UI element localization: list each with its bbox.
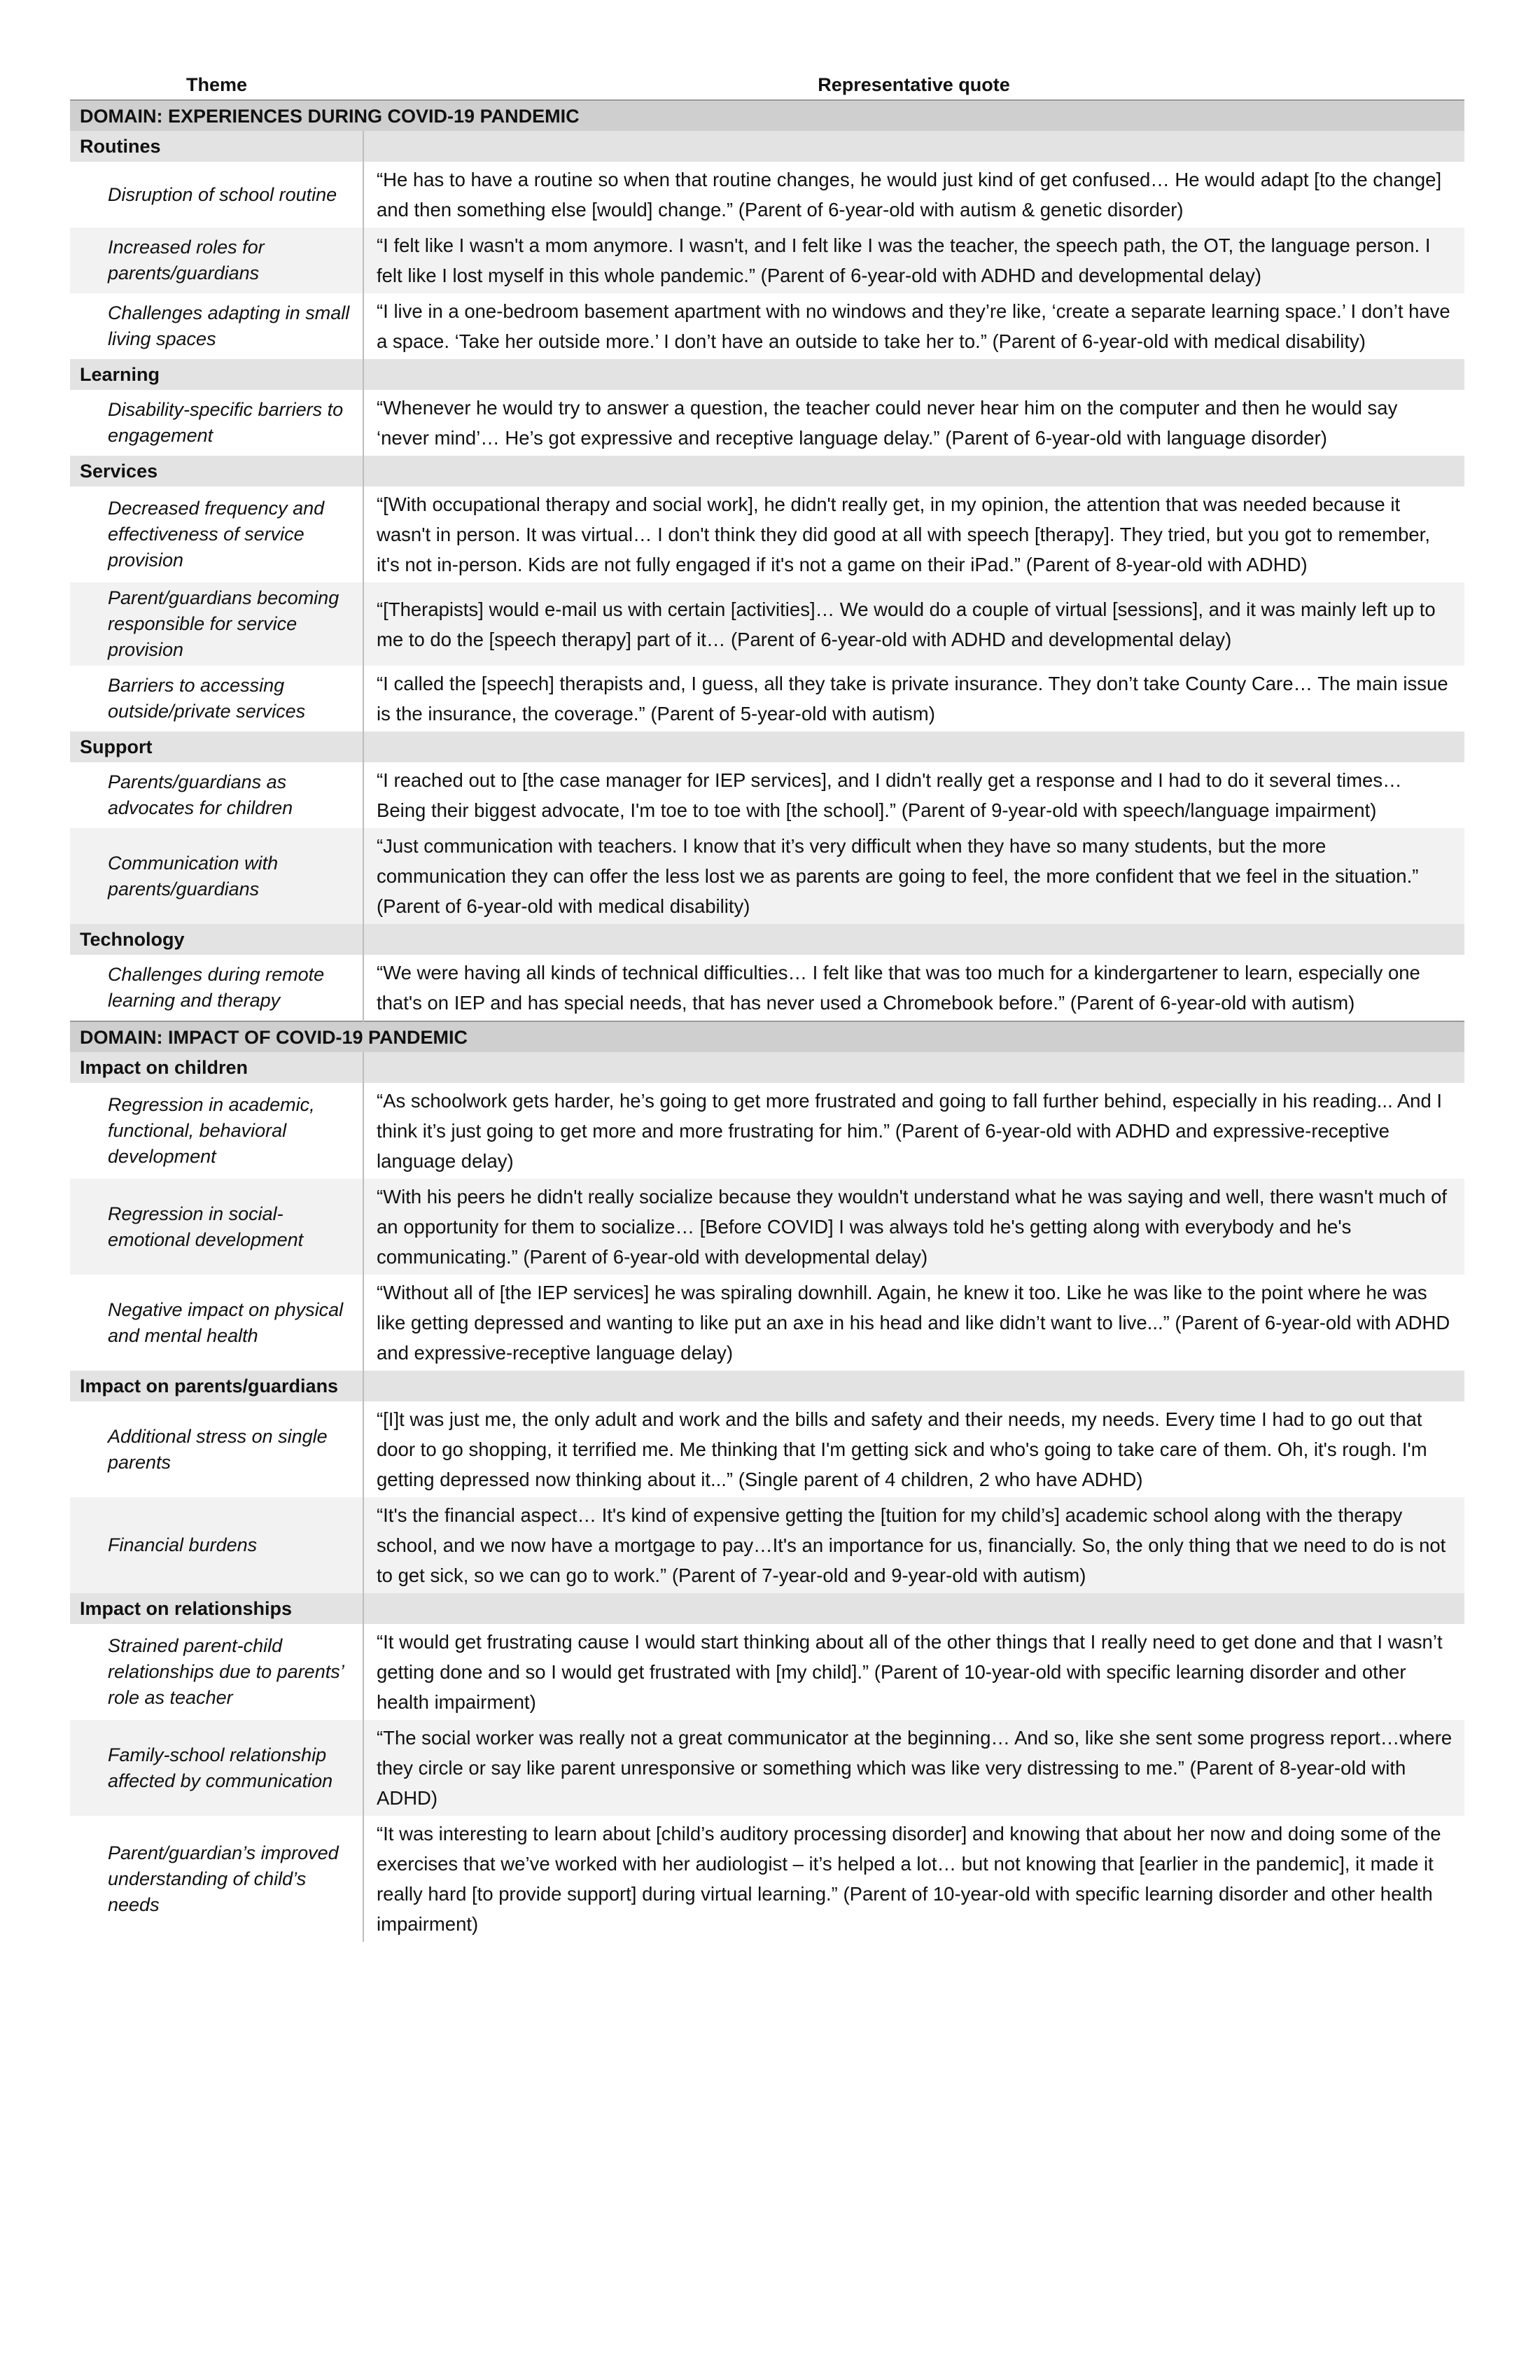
- subtheme-cell: Communication with parents/guardians: [70, 828, 363, 924]
- quote-cell: “With his peers he didn't really socialize because they wouldn't understand what he was saying and well, there wasn't much of an opportunity for them to socialize… [Before COVID] I was always told he's getting along with everybody and he's communicating.” (Parent of 6-year-old with developmental delay): [363, 1179, 1464, 1275]
- table-row: [70, 227, 1464, 293]
- quote-cell: “[I]t was just me, the only adult and work and the bills and safety and their needs, my needs. Every time I had to go out that door to go shopping, it terrified me. Me thinking that I'm getting sick and who's going to take care of them. Oh, it's rough. I'm getting depressed now thinking about it...” (Single parent of 4 children, 2 who have ADHD): [363, 1401, 1464, 1497]
- domain-title: DOMAIN: IMPACT OF COVID-19 PANDEMIC: [70, 1021, 1464, 1052]
- group-title: Learning: [70, 359, 363, 390]
- table-row: [70, 582, 1464, 666]
- table-row: [70, 828, 1464, 924]
- table-row: [70, 1401, 1464, 1497]
- group-title: Routines: [70, 131, 363, 162]
- quote-cell: “Just communication with teachers. I know that it’s very difficult when they have so many students, but the more communication they can offer the less lost we as parents are going to feel, the more confident that we feel in the situation.” (Parent of 6-year-old with medical disability): [363, 828, 1464, 924]
- table-body: [70, 100, 1464, 1942]
- table-row: [70, 293, 1464, 359]
- subtheme-cell: Increased roles for parents/guardians: [70, 227, 363, 293]
- group-row: [70, 1371, 1464, 1401]
- quote-cell: “I called the [speech] therapists and, I guess, all they take is private insurance. They don’t take County Care… The main issue is the insurance, the coverage.” (Parent of 5-year-old with autism): [363, 666, 1464, 732]
- table-row: [70, 1083, 1464, 1179]
- themes-table: [70, 70, 1464, 1942]
- table-row: [70, 762, 1464, 828]
- group-row-spacer: [363, 359, 1464, 390]
- quote-cell: “I live in a one-bedroom basement apartment with no windows and they’re like, ‘create a separate learning space.’ I don’t have a space. ‘Take her outside more.’ I don’t have an outside to take her to.” (Parent of 6-year-old with medical disability): [363, 293, 1464, 359]
- quote-cell: “He has to have a routine so when that routine changes, he would just kind of get confused… He would adapt [to the change] and then something else [would] change.” (Parent of 6-year-old with autism & genetic disorder): [363, 162, 1464, 227]
- domain-row: [70, 1021, 1464, 1052]
- table-row: [70, 1497, 1464, 1593]
- group-title: Impact on parents/guardians: [70, 1371, 363, 1401]
- subtheme-cell: Parent/guardian’s improved understanding of child’s needs: [108, 1842, 339, 1915]
- subtheme-cell: Additional stress on single parents: [108, 1425, 328, 1473]
- quote-cell: “I reached out to [the case manager for IEP services], and I didn't really get a response and I had to do it several times… Being their biggest advocate, I'm toe to toe with [the school].” (Parent of 9-year-old with speech/language impairment): [363, 762, 1464, 828]
- group-title: Services: [70, 456, 363, 486]
- quote-cell: “We were having all kinds of technical difficulties… I felt like that was too much for a kindergartener to learn, especially one that's on IEP and has special needs, that has never used a Chromebook before.” (Parent of 6-year-old with autism): [363, 955, 1464, 1021]
- subtheme-cell: Strained parent-child relationships due to parents’ role as teacher: [108, 1635, 344, 1708]
- subtheme-cell: Decreased frequency and effectiveness of service provision: [108, 498, 325, 570]
- group-row-spacer: [363, 1593, 1464, 1624]
- subtheme-cell: Parents/guardians as advocates for children: [108, 771, 293, 818]
- quote-cell: “It would get frustrating cause I would start thinking about all of the other things that I really need to get done and that I wasn’t getting done and so I would get frustrated with [my child].” (Parent of 10-year-old with specific learning disorder and other health impairment): [363, 1624, 1464, 1720]
- quote-cell: “As schoolwork gets harder, he’s going to get more frustrated and going to fall further behind, especially in his reading... And I think it’s just going to get more and more frustrating for him.” (Parent of 6-year-old with ADHD and expressive-receptive language delay): [363, 1083, 1464, 1179]
- table-row: [70, 486, 1464, 582]
- group-row-spacer: [363, 732, 1464, 762]
- document-page: [70, 70, 1464, 1942]
- quote-cell: “It's the financial aspect… It's kind of expensive getting the [tuition for my child’s] academic school along with the therapy school, and we now have a mortgage to pay…It's an importance for us, financially. So, the only thing that we need to do is not to get sick, so we can go to work.” (Parent of 7-year-old and 9-year-old with autism): [363, 1497, 1464, 1593]
- group-row: [70, 1593, 1464, 1624]
- quote-cell: “I felt like I wasn't a mom anymore. I wasn't, and I felt like I was the teacher, the speech path, the OT, the language person. I felt like I lost myself in this whole pandemic.” (Parent of 6-year-old with ADHD and developmental delay): [363, 227, 1464, 293]
- subtheme-cell: Challenges adapting in small living spaces: [108, 302, 350, 349]
- group-row-spacer: [363, 131, 1464, 162]
- subtheme-cell: Parent/guardians becoming responsible for service provision: [70, 582, 363, 666]
- table-row: [70, 1720, 1464, 1816]
- subtheme-cell: Negative impact on physical and mental health: [108, 1298, 344, 1346]
- subtheme-cell: Disruption of school routine: [108, 183, 337, 205]
- group-row: [70, 456, 1464, 486]
- table-row: [70, 1179, 1464, 1275]
- group-row: [70, 924, 1464, 955]
- subtheme-cell: Regression in academic, functional, behavioral development: [108, 1094, 315, 1167]
- subtheme-cell: Financial burdens: [70, 1497, 363, 1593]
- group-row: [70, 359, 1464, 390]
- group-title: Impact on relationships: [70, 1593, 363, 1624]
- group-title: Technology: [70, 924, 363, 955]
- quote-cell: “It was interesting to learn about [child’s auditory processing disorder] and knowing that about her now and doing some of the exercises that we’ve worked with her audiologist – it’s helped a lot… but not knowing that [earlier in the pandemic], it made it really hard [to provide support] during virtual learning.” (Parent of 10-year-old with specific learning disorder and other health impairment): [363, 1816, 1464, 1942]
- group-row: [70, 732, 1464, 762]
- group-title: Impact on children: [70, 1052, 363, 1083]
- quote-cell: “The social worker was really not a great communicator at the beginning… And so, like she sent some progress report…where they circle or say like parent unresponsive or something which was like very distressing to me.” (Parent of 8-year-old with ADHD): [363, 1720, 1464, 1816]
- group-row-spacer: [363, 456, 1464, 486]
- group-row: [70, 131, 1464, 162]
- table-row: [70, 666, 1464, 732]
- table-row: [70, 1624, 1464, 1720]
- group-row-spacer: [363, 1052, 1464, 1083]
- table-row: [70, 390, 1464, 456]
- group-row-spacer: [363, 1371, 1464, 1401]
- domain-title: DOMAIN: EXPERIENCES DURING COVID-19 PANDEMIC: [70, 100, 1464, 131]
- subtheme-cell: Regression in social-emotional development: [70, 1179, 363, 1275]
- group-row-spacer: [363, 924, 1464, 955]
- group-title: Support: [70, 732, 363, 762]
- theme-column-header: Theme: [186, 74, 248, 95]
- subtheme-cell: Challenges during remote learning and therapy: [108, 964, 325, 1011]
- table-row: [70, 955, 1464, 1021]
- table-row: [70, 1816, 1464, 1942]
- subtheme-cell: Barriers to accessing outside/private services: [108, 675, 306, 722]
- table-row: [70, 162, 1464, 227]
- quote-cell: “Whenever he would try to answer a question, the teacher could never hear him on the computer and then he would say ‘never mind’… He’s got expressive and receptive language delay.” (Parent of 6-year-old with language disorder): [363, 390, 1464, 456]
- quote-cell: “[Therapists] would e-mail us with certain [activities]… We would do a couple of virtual [sessions], and it was mainly left up to me to do the [speech therapy] part of it… (Parent of 6-year-old with ADHD and developmental delay): [363, 582, 1464, 666]
- quote-column-header: Representative quote: [818, 74, 1010, 95]
- table-row: [70, 1275, 1464, 1371]
- table-header-row: [70, 70, 1464, 100]
- group-row: [70, 1052, 1464, 1083]
- subtheme-cell: Family-school relationship affected by communication: [70, 1720, 363, 1816]
- quote-cell: “[With occupational therapy and social work], he didn't really get, in my opinion, the attention that was needed because it wasn't in person. It was virtual… I don't think they did good at all with speech [therapy]. They tried, but you got to remember, it's not in-person. Kids are not fully engaged if it's not a game on their iPad.” (Parent of 8-year-old with ADHD): [363, 486, 1464, 582]
- quote-cell: “Without all of [the IEP services] he was spiraling downhill. Again, he knew it too. Like he was like to the point where he was like getting depressed and wanting to like put an axe in his head and like didn’t want to live...” (Parent of 6-year-old with ADHD and expressive-receptive language delay): [363, 1275, 1464, 1371]
- subtheme-cell: Disability-specific barriers to engagement: [108, 399, 344, 446]
- domain-row: [70, 100, 1464, 131]
